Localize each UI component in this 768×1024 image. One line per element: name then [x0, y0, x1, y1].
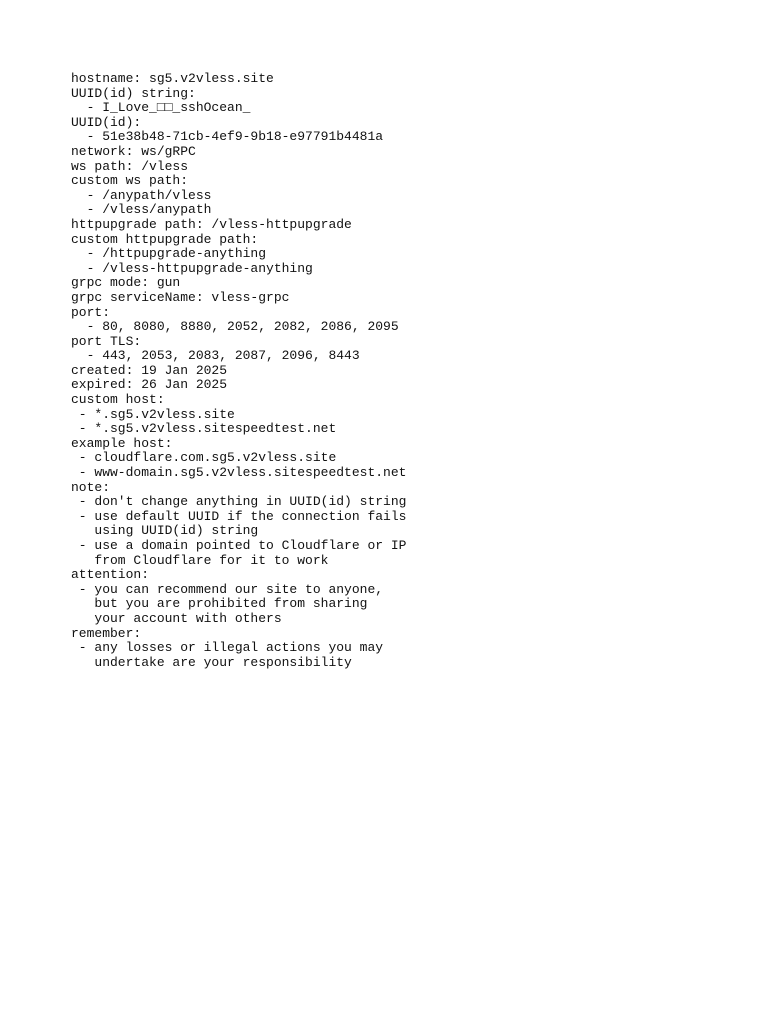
custom-host-heading: custom host:	[71, 392, 165, 408]
note-item: - don't change anything in UUID(id) string	[71, 494, 407, 510]
attention-heading: attention:	[71, 567, 150, 583]
note-item: - use a domain pointed to Cloudflare or IP	[71, 538, 407, 553]
uuid-value: - 51e38b48-71cb-4ef9-9b18-e97791b4481a	[71, 129, 384, 145]
custom-httpupgrade-path-item: - /vless-httpupgrade-anything	[71, 260, 313, 276]
grpc-service-name-line: grpc serviceName: vless-grpc	[71, 289, 290, 305]
created-date-line: created: 19 Jan 2025	[71, 362, 228, 378]
expired-date-line: expired: 26 Jan 2025	[71, 377, 228, 393]
note-item-continuation: from Cloudflare for it to work	[71, 552, 329, 568]
port-heading: port:	[71, 304, 111, 320]
grpc-mode-line: grpc mode: gun	[71, 275, 181, 291]
port-tls-heading: port TLS:	[71, 333, 142, 349]
uuid-string-heading: UUID(id) string:	[71, 85, 196, 101]
uuid-heading: UUID(id):	[71, 114, 142, 130]
custom-ws-path-heading: custom ws path:	[71, 173, 189, 189]
attention-item-continuation: but you are prohibited from sharing	[71, 596, 368, 612]
custom-httpupgrade-path-heading: custom httpupgrade path:	[71, 231, 259, 247]
ws-path-line: ws path: /vless	[71, 158, 189, 174]
uuid-string-value: - I_Love_□□_sshOcean_	[71, 100, 251, 116]
custom-host-item: - *.sg5.v2vless.site	[71, 406, 235, 422]
attention-item: - you can recommend our site to anyone,	[71, 581, 384, 597]
hostname-line: hostname: sg5.v2vless.site	[71, 71, 274, 86]
port-tls-values: - 443, 2053, 2083, 2087, 2096, 8443	[71, 348, 360, 364]
custom-httpupgrade-path-item: - /httpupgrade-anything	[71, 246, 267, 262]
remember-item-continuation: undertake are your responsibility	[71, 654, 352, 670]
custom-ws-path-item: - /vless/anypath	[71, 202, 212, 218]
network-line: network: ws/gRPC	[71, 143, 196, 159]
attention-item-continuation: your account with others	[71, 610, 282, 626]
note-item-continuation: using UUID(id) string	[71, 523, 259, 539]
note-item: - use default UUID if the connection fails	[71, 508, 407, 524]
custom-host-item: - *.sg5.v2vless.sitespeedtest.net	[71, 421, 337, 437]
example-host-item: - www-domain.sg5.v2vless.sitespeedtest.net	[71, 465, 407, 481]
note-heading: note:	[71, 479, 111, 495]
custom-ws-path-item: - /anypath/vless	[71, 187, 212, 203]
remember-heading: remember:	[71, 625, 142, 641]
example-host-item: - cloudflare.com.sg5.v2vless.site	[71, 450, 337, 466]
httpupgrade-path-line: httpupgrade path: /vless-httpupgrade	[71, 216, 352, 232]
example-host-heading: example host:	[71, 435, 173, 451]
account-details-text	[71, 72, 406, 670]
remember-item: - any losses or illegal actions you may	[71, 640, 384, 656]
port-values: - 80, 8080, 8880, 2052, 2082, 2086, 2095	[71, 319, 399, 335]
